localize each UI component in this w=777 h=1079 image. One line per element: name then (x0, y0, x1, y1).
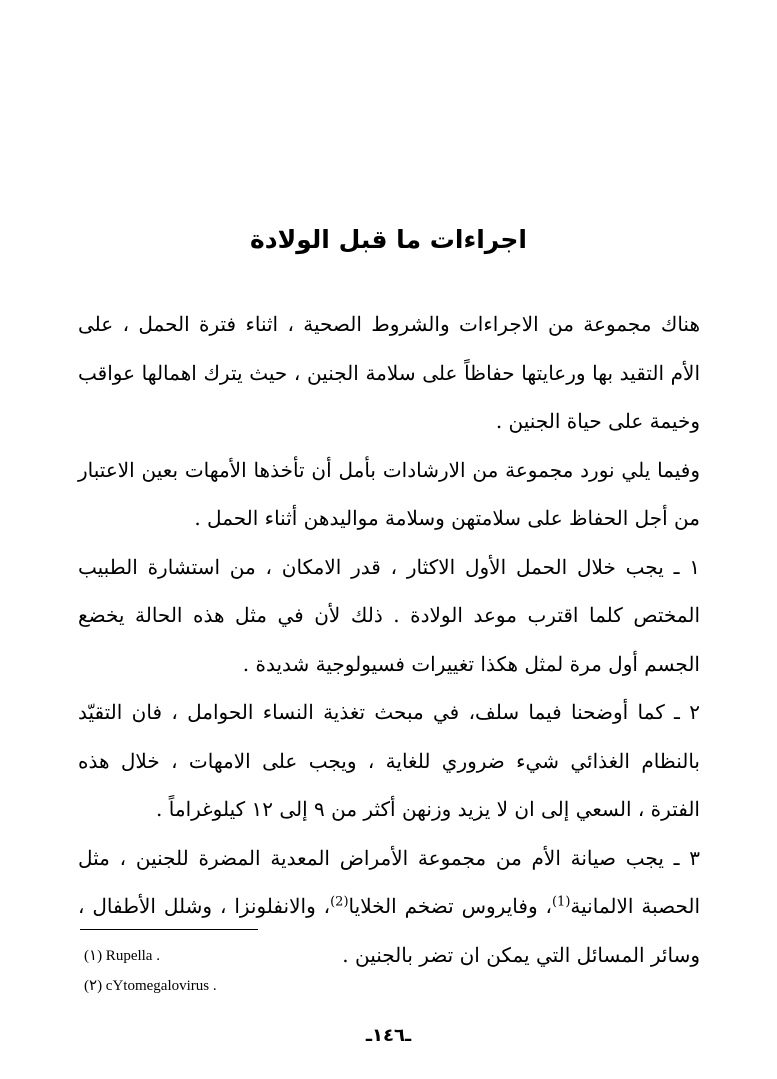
paragraph-item-2: ٢ ـ كما أوضحنا فيما سلف، في مبحث تغذية النساء الحوامل ، فان التقيّد بالنظام الغذائي شيء ضروري للغاية ، ويجب على الامهات ، خلال هذه الفترة ، السعي إلى ان لا يزيد وزنهن أكثر من ٩ إلى ١٢ كيلوغراماً . (78, 700, 700, 821)
paragraph-item-3-part-b: ، وفايروس تضخم الخلايا (348, 894, 552, 918)
footnote-divider (80, 929, 258, 930)
paragraph-intro: هناك مجموعة من الاجراءات والشروط الصحية ، اثناء فترة الحمل ، على الأم التقيد بها ورعايتها حفاظاً على سلامة الجنين ، حيث يترك اهمالها عواقب وخيمة على حياة الجنين . (78, 312, 700, 433)
body-text (78, 300, 700, 979)
paragraph-item-3-part-c: ، والانفلونزا ، وشلل الأطفال ، وسائر المسائل التي يمكن ان تضر بالجنين . (78, 894, 700, 967)
footnote-ref-1: (1) (551, 894, 571, 910)
paragraph-guidance: وفيما يلي نورد مجموعة من الارشادات بأمل أن تأخذها الأمهات بعين الاعتبار من أجل الحفاظ على سلامتهن وسلامة مواليدهن أثناء الحمل . (78, 457, 700, 530)
footnote-2: (٢) cYtomegalovirus . (84, 978, 217, 994)
footnote-ref-2: (2) (330, 894, 349, 910)
footnote-1: (١) Rupella . (84, 948, 160, 964)
paragraph-item-1: ١ ـ يجب خلال الحمل الأول الاكثار ، قدر الامكان ، من استشارة الطبيب المختص كلما اقترب موعد الولادة . ذلك لأن في مثل هذه الحالة يخضع الجسم أول مرة لمثل هكذا تغييرات فسيولوجية شديدة . (78, 554, 700, 676)
page-number: ـ١٤٦ـ (365, 1025, 412, 1046)
chapter-title: اجراءات ما قبل الولادة (250, 225, 527, 254)
paragraph-item-3-part-a: ٣ ـ يجب صيانة الأم من مجموعة الأمراض المعدية المضرة للجنين ، مثل الحصبة الالمانية (78, 845, 701, 918)
paragraph-item-3 (78, 834, 700, 980)
